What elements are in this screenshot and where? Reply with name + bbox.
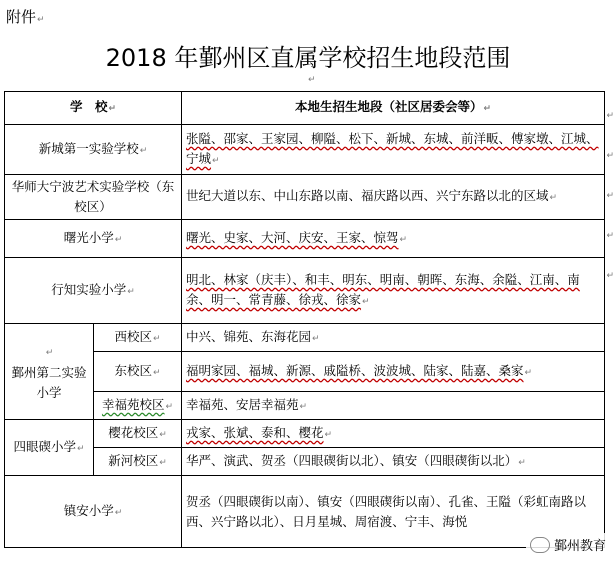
campus-cell: 新河校区↵ — [94, 448, 182, 476]
watermark-logo: 鄞州教育 — [526, 533, 610, 556]
table-row — [5, 324, 605, 352]
table-row — [5, 175, 605, 220]
area-cell: 幸福苑、安居幸福苑↵ — [182, 392, 605, 420]
table-row — [5, 392, 605, 420]
campus-cell: 东校区↵ — [94, 352, 182, 392]
campus-cell: 幸福苑校区↵ — [94, 392, 182, 420]
table-row — [5, 448, 605, 476]
table-row — [5, 476, 605, 548]
school-cell: 行知实验小学↵ — [5, 258, 182, 324]
area-cell: 福明家园、福城、新源、戚隘桥、波波城、陆家、陆嘉、桑家↵ — [182, 352, 605, 392]
area-cell: 明北、林家（庆丰）、和丰、明东、明南、朝晖、东海、余隘、江南、南余、明一、常青藤、徐戎、徐家↵ — [182, 258, 605, 324]
area-cell: 戎家、张斌、泰和、樱花↵ — [182, 420, 605, 448]
table-row — [5, 125, 605, 175]
area-cell: 世纪大道以东、中山东路以南、福庆路以西、兴宁东路以北的区域↵ — [182, 175, 605, 220]
school-cell: 曙光小学↵ — [5, 220, 182, 258]
chat-bubble-icon — [530, 537, 550, 553]
enrollment-table — [4, 91, 605, 548]
area-cell: 华严、演武、贺丞（四眼碶街以北）、镇安（四眼碶街以北）↵ — [182, 448, 605, 476]
header-area: 本地生招生地段（社区居委会等）↵ — [182, 92, 605, 125]
area-cell: 张隘、邵家、王家园、柳隘、松下、新城、东城、前洋畈、傅家墩、江城、宁城↵ — [182, 125, 605, 175]
school-cell: ↵ 鄞州第二实验小学 — [5, 324, 94, 420]
area-cell: 曙光、史家、大河、庆安、王家、惊驾↵ — [182, 220, 605, 258]
school-cell: 新城第一实验学校↵ — [5, 125, 182, 175]
header-school: 学 校↵ — [5, 92, 182, 125]
table-row — [5, 352, 605, 392]
table-header-row — [5, 92, 605, 125]
area-cell: 中兴、锦苑、东海花园↵ — [182, 324, 605, 352]
school-cell: 镇安小学↵ — [5, 476, 182, 548]
table-row — [5, 258, 605, 324]
area-cell: 贺丞（四眼碶街以南）、镇安（四眼碶街以南）、孔雀、王隘（彩虹南路以西、兴宁路以北）、日月星城、周宿渡、宁丰、海悦 — [182, 476, 605, 548]
document-title: 2018 年鄞州区直属学校招生地段范围 — [105, 44, 511, 72]
campus-cell: 樱花校区↵ — [94, 420, 182, 448]
table-row — [5, 220, 605, 258]
attachment-label: 附件↵ — [6, 8, 45, 26]
school-cell: 华师大宁波艺术实验学校（东校区） — [5, 175, 182, 220]
paragraph-mark: ↵ — [308, 75, 316, 85]
school-cell: 四眼碶小学↵ — [5, 420, 94, 476]
campus-cell: 西校区↵ — [94, 324, 182, 352]
row-end-marks: ↵ ↵ ↵ ↵ ↵ — [606, 111, 614, 281]
table-row — [5, 420, 605, 448]
